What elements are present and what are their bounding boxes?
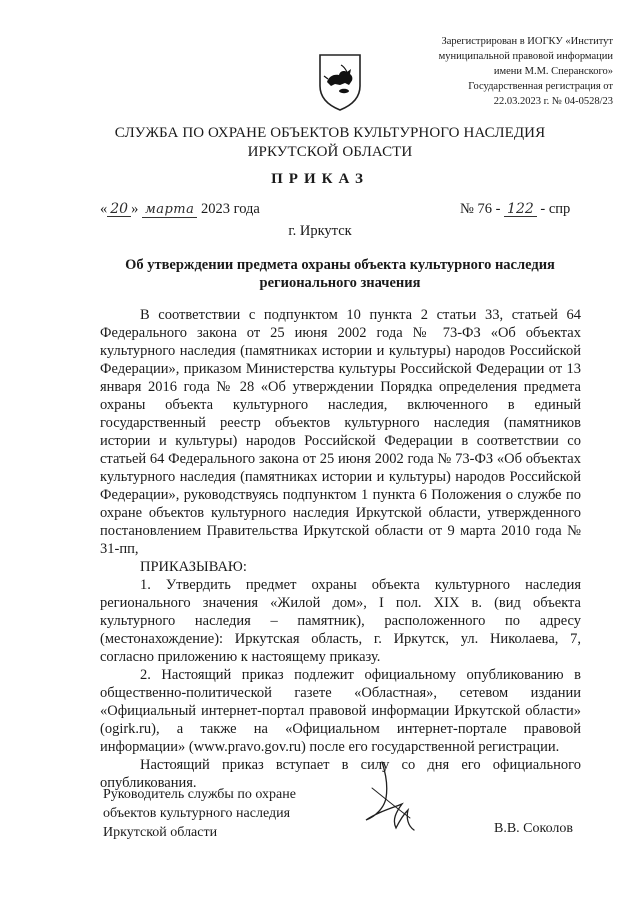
- order-word: ПРИКАЗЫВАЮ:: [140, 559, 247, 575]
- date-day: 20: [107, 202, 131, 217]
- order-number: [460, 201, 570, 218]
- order-item-1: 1. Утвердить предмет охраны объекта культурного наследия регионального значения «Жилой дом», I пол. XIX в. (вид объекта культурного наследия – памятник), расположенного по адресу (местонахождение): Иркутская область, г. Иркутск, ул. Николаева, 7, согласно приложению к настоящему приказу.: [100, 577, 581, 665]
- registration-line: имени М.М. Сперанского»: [493, 66, 613, 77]
- number-prefix: № 76 -: [460, 201, 501, 217]
- registration-stamp: [398, 34, 613, 109]
- agency-line: СЛУЖБА ПО ОХРАНЕ ОБЪЕКТОВ КУЛЬТУРНОГО НАСЛЕДИЯ: [114, 125, 546, 141]
- subject-line: регионального значения: [259, 275, 421, 291]
- registration-line: муниципальной правовой информации: [438, 51, 613, 62]
- number-handwritten: 122: [504, 202, 537, 217]
- registration-line: 22.03.2023 г. № 04-0528/23: [493, 96, 613, 107]
- number-suffix: - спр: [540, 201, 571, 217]
- agency-name: [60, 124, 600, 162]
- agency-line: ИРКУТСКОЙ ОБЛАСТИ: [247, 144, 413, 160]
- signatory-title-line: Иркутской области: [103, 825, 218, 840]
- order-title: ПРИКАЗ: [271, 171, 369, 187]
- city: г. Иркутск: [288, 223, 352, 239]
- handwritten-signature: [352, 758, 432, 838]
- irkutsk-coat-of-arms-icon: [316, 52, 364, 112]
- date-year: 2023 года: [201, 201, 260, 217]
- signatory-title-line: объектов культурного наследия: [103, 806, 291, 821]
- signatory-title-line: Руководитель службы по охране: [103, 787, 296, 802]
- preamble-paragraph: В соответствии с подпунктом 10 пункта 2 статьи 33, статьей 64 Федерального закона от 25 июня 2002 года № 73-ФЗ «Об объектах культурного наследия (памятниках истории и культуры) народов Российской Федерации», приказом Министерства культуры Российской Федерации от 13 января 2016 года № 28 «Об утверждении Порядка определения предмета охраны объекта культурного наследия, включенного в единый государственный реестр объектов культурного наследия (памятников истории и культуры) народов Российской Федерации в соответствии со статьей 64 Федерального закона от 25 июня 2002 года № 73-ФЗ «Об объектах культурного наследия (памятниках истории и культуры) народов Российской Федерации», руководствуясь подпунктом 1 пункта 6 Положения о службе по охране объектов культурного наследия Иркутской области, утвержденного постановлением Правительства Иркутской области от 9 марта 2010 года № 31-пп,: [100, 307, 581, 557]
- order-item-2: 2. Настоящий приказ подлежит официальному опубликованию в общественно-политической газете «Областная», сетевом издании «Официальный интернет-портал правовой информации Иркутской области» (ogirk.ru), а также на «Официальном интернет-портале правовой информации» (www.pravo.gov.ru) после его государственной регистрации.: [100, 667, 581, 755]
- registration-line: Государственная регистрация от: [468, 81, 613, 92]
- subject-line: Об утверждении предмета охраны объекта культурного наследия: [125, 257, 555, 273]
- effective-paragraph: Настоящий приказ вступает в силу со дня его официального опубликования.: [100, 757, 581, 791]
- date-month: марта: [142, 203, 197, 218]
- registration-line: Зарегистрирован в ИОГКУ «Институт: [441, 36, 613, 47]
- order-body: [100, 306, 581, 792]
- order-subject: [100, 256, 580, 292]
- signatory-title: [103, 785, 323, 842]
- date-close-quote: »: [131, 201, 139, 217]
- signatory-name: В.В. Соколов: [494, 821, 574, 836]
- order-date: [100, 201, 260, 218]
- date-open-quote: «: [100, 201, 108, 217]
